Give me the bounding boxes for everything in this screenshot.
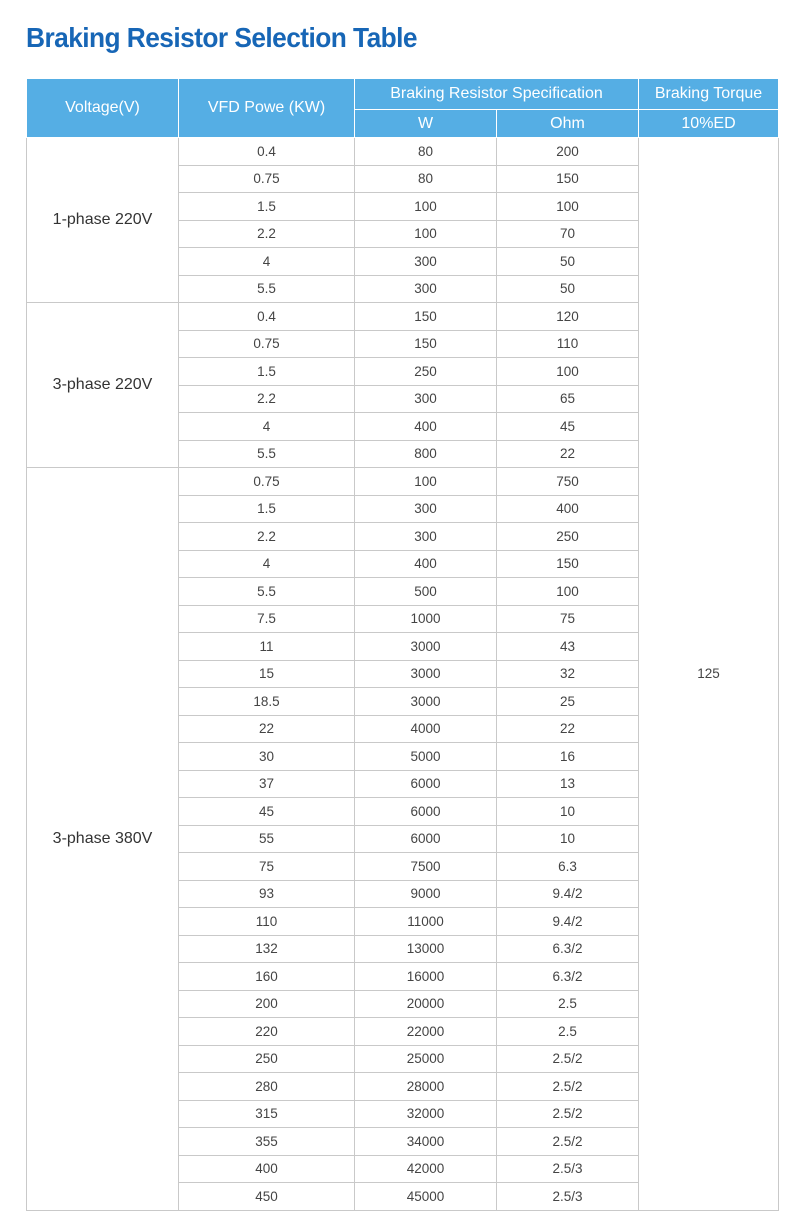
watt-cell: 800 [355,440,497,468]
ohm-cell: 2.5 [497,990,639,1018]
header-braking-torque: Braking Torque [639,79,779,110]
power-cell: 2.2 [179,220,355,248]
ohm-cell: 10 [497,798,639,826]
power-cell: 4 [179,550,355,578]
ohm-cell: 2.5/2 [497,1073,639,1101]
ohm-cell: 2.5/3 [497,1183,639,1211]
ohm-cell: 16 [497,743,639,771]
power-cell: 110 [179,908,355,936]
ohm-cell: 750 [497,468,639,496]
braking-resistor-table [26,78,779,1211]
ohm-cell: 100 [497,578,639,606]
power-cell: 400 [179,1155,355,1183]
header-resistor-spec: Braking Resistor Specification [355,79,639,110]
ohm-cell: 100 [497,358,639,386]
header-duty-cycle: 10%ED [639,110,779,138]
watt-cell: 42000 [355,1155,497,1183]
watt-cell: 3000 [355,660,497,688]
watt-cell: 7500 [355,853,497,881]
watt-cell: 100 [355,220,497,248]
watt-cell: 34000 [355,1128,497,1156]
watt-cell: 9000 [355,880,497,908]
watt-cell: 13000 [355,935,497,963]
ohm-cell: 6.3/2 [497,935,639,963]
watt-cell: 45000 [355,1183,497,1211]
ohm-cell: 9.4/2 [497,908,639,936]
power-cell: 5.5 [179,578,355,606]
power-cell: 2.2 [179,523,355,551]
voltage-group-cell: 3-phase 220V [27,303,179,468]
ohm-cell: 2.5/2 [497,1128,639,1156]
ohm-cell: 6.3/2 [497,963,639,991]
power-cell: 15 [179,660,355,688]
power-cell: 0.75 [179,330,355,358]
watt-cell: 300 [355,385,497,413]
watt-cell: 22000 [355,1018,497,1046]
watt-cell: 300 [355,495,497,523]
header-voltage: Voltage(V) [27,79,179,138]
power-cell: 0.75 [179,468,355,496]
watt-cell: 32000 [355,1100,497,1128]
power-cell: 160 [179,963,355,991]
power-cell: 5.5 [179,275,355,303]
ohm-cell: 50 [497,275,639,303]
power-cell: 1.5 [179,495,355,523]
ohm-cell: 110 [497,330,639,358]
ohm-cell: 2.5/2 [497,1045,639,1073]
watt-cell: 6000 [355,825,497,853]
ohm-cell: 2.5 [497,1018,639,1046]
watt-cell: 300 [355,275,497,303]
braking-torque-value: 125 [639,138,779,1211]
ohm-cell: 150 [497,550,639,578]
watt-cell: 4000 [355,715,497,743]
header-vfd-power: VFD Powe (KW) [179,79,355,138]
ohm-cell: 70 [497,220,639,248]
power-cell: 93 [179,880,355,908]
table-row [27,138,779,166]
watt-cell: 16000 [355,963,497,991]
power-cell: 1.5 [179,193,355,221]
ohm-cell: 2.5/2 [497,1100,639,1128]
watt-cell: 150 [355,303,497,331]
ohm-cell: 45 [497,413,639,441]
ohm-cell: 65 [497,385,639,413]
watt-cell: 400 [355,550,497,578]
power-cell: 2.2 [179,385,355,413]
watt-cell: 400 [355,413,497,441]
header-ohm: Ohm [497,110,639,138]
voltage-group-cell: 3-phase 380V [27,468,179,1211]
ohm-cell: 150 [497,165,639,193]
ohm-cell: 13 [497,770,639,798]
power-cell: 220 [179,1018,355,1046]
watt-cell: 80 [355,138,497,166]
power-cell: 45 [179,798,355,826]
watt-cell: 150 [355,330,497,358]
power-cell: 0.4 [179,303,355,331]
ohm-cell: 120 [497,303,639,331]
watt-cell: 3000 [355,688,497,716]
power-cell: 0.75 [179,165,355,193]
page-title: Braking Resistor Selection Table [26,22,418,53]
ohm-cell: 400 [497,495,639,523]
ohm-cell: 25 [497,688,639,716]
power-cell: 30 [179,743,355,771]
power-cell: 355 [179,1128,355,1156]
power-cell: 11 [179,633,355,661]
watt-cell: 100 [355,468,497,496]
power-cell: 0.4 [179,138,355,166]
power-cell: 315 [179,1100,355,1128]
power-cell: 7.5 [179,605,355,633]
watt-cell: 250 [355,358,497,386]
table-header [27,79,779,138]
watt-cell: 300 [355,248,497,276]
power-cell: 22 [179,715,355,743]
watt-cell: 20000 [355,990,497,1018]
power-cell: 250 [179,1045,355,1073]
power-cell: 5.5 [179,440,355,468]
watt-cell: 300 [355,523,497,551]
watt-cell: 6000 [355,798,497,826]
power-cell: 280 [179,1073,355,1101]
ohm-cell: 22 [497,715,639,743]
watt-cell: 3000 [355,633,497,661]
power-cell: 200 [179,990,355,1018]
watt-cell: 1000 [355,605,497,633]
voltage-group-cell: 1-phase 220V [27,138,179,303]
power-cell: 4 [179,248,355,276]
power-cell: 450 [179,1183,355,1211]
watt-cell: 6000 [355,770,497,798]
watt-cell: 80 [355,165,497,193]
ohm-cell: 250 [497,523,639,551]
power-cell: 18.5 [179,688,355,716]
watt-cell: 11000 [355,908,497,936]
power-cell: 132 [179,935,355,963]
ohm-cell: 32 [497,660,639,688]
power-cell: 55 [179,825,355,853]
ohm-cell: 43 [497,633,639,661]
watt-cell: 5000 [355,743,497,771]
header-watt: W [355,110,497,138]
ohm-cell: 6.3 [497,853,639,881]
watt-cell: 25000 [355,1045,497,1073]
power-cell: 37 [179,770,355,798]
ohm-cell: 75 [497,605,639,633]
ohm-cell: 100 [497,193,639,221]
watt-cell: 500 [355,578,497,606]
ohm-cell: 22 [497,440,639,468]
ohm-cell: 50 [497,248,639,276]
watt-cell: 100 [355,193,497,221]
ohm-cell: 200 [497,138,639,166]
power-cell: 1.5 [179,358,355,386]
ohm-cell: 10 [497,825,639,853]
watt-cell: 28000 [355,1073,497,1101]
ohm-cell: 2.5/3 [497,1155,639,1183]
table-body [27,138,779,1211]
power-cell: 4 [179,413,355,441]
power-cell: 75 [179,853,355,881]
ohm-cell: 9.4/2 [497,880,639,908]
